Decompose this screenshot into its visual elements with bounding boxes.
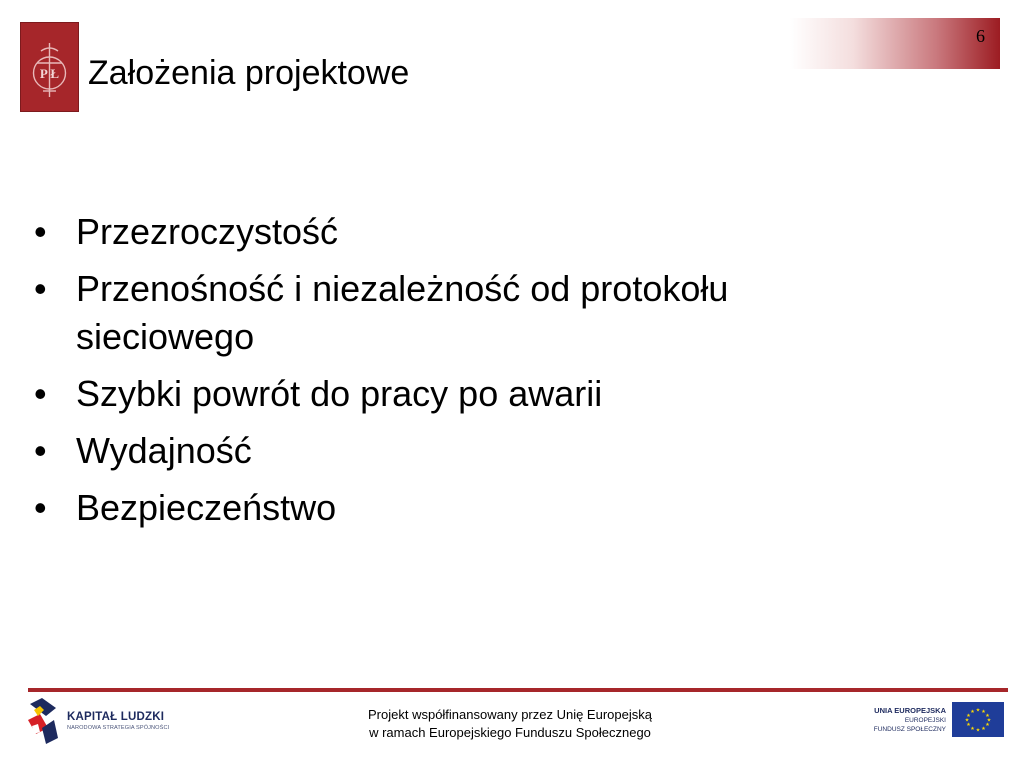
bullet-dot-icon: •: [34, 211, 47, 252]
bullet-dot-icon: •: [34, 487, 47, 528]
eu-label: [860, 706, 946, 734]
eu-label-line-2: EUROPEJSKI: [904, 717, 946, 724]
svg-text:★: ★: [981, 709, 986, 715]
bullet-text: Przezroczystość: [76, 211, 339, 252]
politechnika-lodzka-emblem-icon: [21, 23, 78, 111]
svg-text:★: ★: [970, 726, 975, 732]
university-logo: [20, 22, 79, 112]
bullet-dot-icon: •: [34, 373, 47, 414]
bullet-text: Bezpieczeństwo: [76, 487, 337, 528]
svg-text:★: ★: [970, 709, 975, 715]
bullet-text: Wydajność: [76, 430, 252, 471]
header-accent-bar: [790, 18, 1000, 69]
svg-text:★: ★: [975, 727, 981, 734]
svg-text:P Ł: P Ł: [39, 66, 60, 81]
svg-text:★: ★: [966, 722, 971, 728]
svg-text:★: ★: [985, 713, 990, 719]
bullet-item: [28, 208, 848, 256]
bullet-item: [28, 427, 848, 475]
bullet-item: [28, 484, 848, 532]
svg-text:★: ★: [975, 707, 981, 714]
svg-text:★: ★: [966, 713, 971, 719]
svg-text:★: ★: [964, 717, 970, 724]
bullet-item: [28, 370, 848, 418]
svg-text:★: ★: [985, 722, 990, 728]
eu-label-line-1: UNIA EUROPEJSKA: [874, 706, 946, 715]
svg-text:★: ★: [986, 717, 992, 724]
kapital-ludzki-title: KAPITAŁ LUDZKI: [67, 711, 165, 723]
bullet-list: [28, 208, 848, 541]
eu-flag-icon: [952, 702, 1004, 737]
bullet-dot-icon: •: [34, 430, 47, 471]
svg-text:★: ★: [981, 726, 986, 732]
bullet-item: [28, 265, 848, 361]
footer-line-2: w ramach Europejskiego Funduszu Społecznego: [369, 725, 651, 740]
eu-label-line-3: FUNDUSZ SPOŁECZNY: [873, 726, 946, 733]
bullet-dot-icon: •: [34, 268, 47, 309]
footer-line-1: Projekt współfinansowany przez Unię Europejską: [368, 707, 652, 722]
kapital-ludzki-subtitle: NARODOWA STRATEGIA SPÓJNOŚCI: [67, 725, 170, 731]
slide-title: Założenia projektowe: [88, 54, 410, 92]
bullet-text: Przenośność i niezależność od protokołu sieciowego: [76, 268, 729, 357]
footer-funding-note: [300, 706, 720, 742]
page-number: 6: [976, 26, 985, 46]
footer-divider: [28, 688, 1008, 692]
bullet-text: Szybki powrót do pracy po awarii: [76, 373, 603, 414]
